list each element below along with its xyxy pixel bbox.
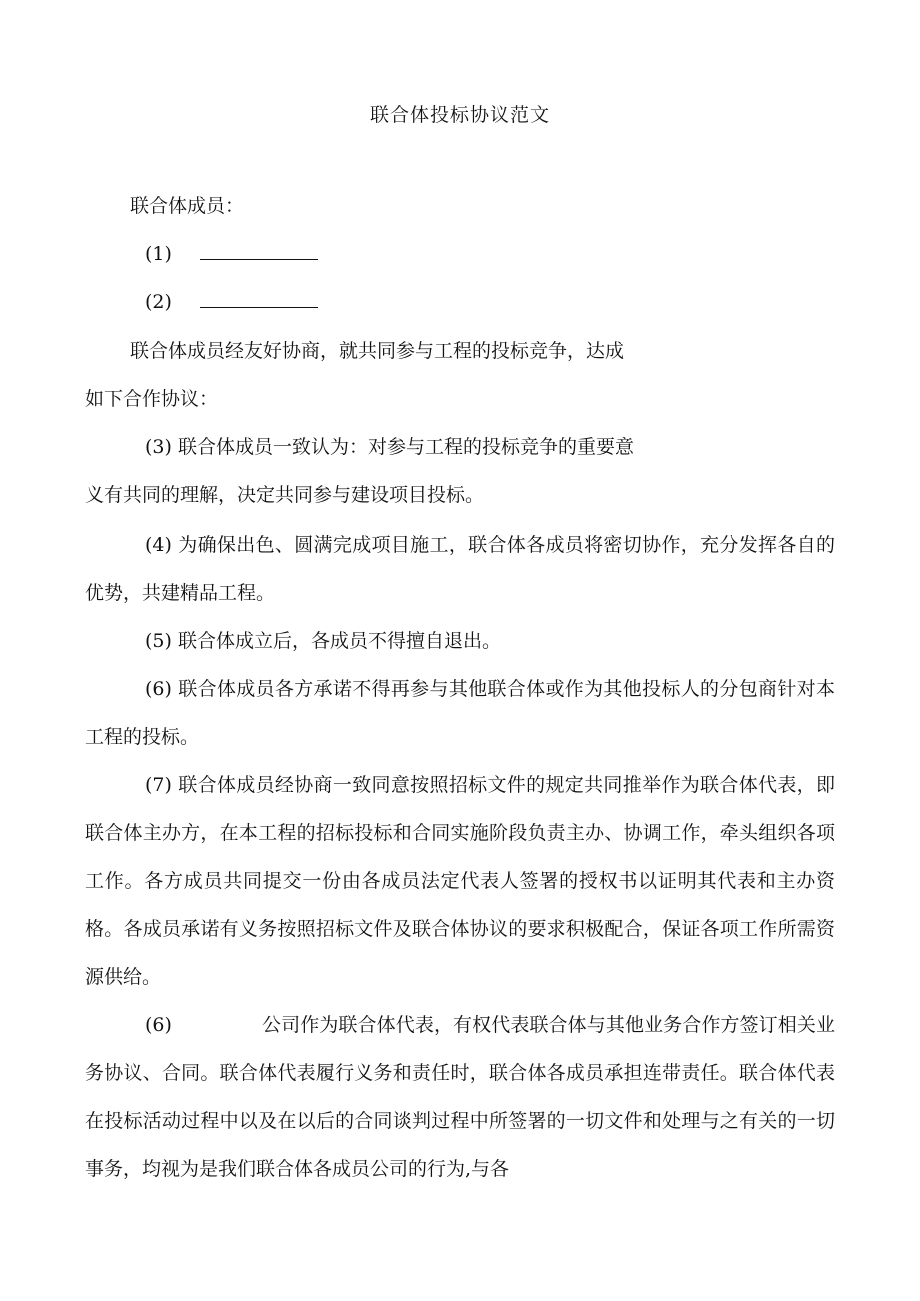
clause-6a: (6) 联合体成员各方承诺不得再参与其他联合体或作为其他投标人的分包商针对本工程的投标。	[85, 678, 835, 748]
members-label: 联合体成员：	[130, 195, 245, 217]
clause-3-line-1: (3) 联合体成员一致认为：对参与工程的投标竞争的重要意	[145, 436, 634, 458]
member-item-2	[145, 289, 318, 315]
member-item-2-number: (2)	[145, 291, 172, 313]
clause-6b	[85, 1001, 835, 1193]
member-item-1-number: (1)	[145, 243, 172, 265]
intro-line-1: 联合体成员经友好协商，就共同参与工程的投标竞争，达成	[130, 340, 625, 362]
member-item-1-blank	[200, 243, 318, 260]
clause-5: (5) 联合体成立后，各成员不得擅自退出。	[145, 630, 501, 652]
clause-6b-number: (6)	[145, 1014, 172, 1036]
clause-4: (4) 为确保出色、圆满完成项目施工，联合体各成员将密切协作，充分发挥各自的优势，共建精品工程。	[85, 534, 835, 604]
intro-line-2: 如下合作协议：	[85, 388, 219, 410]
clause-6b-text: 公司作为联合体代表，有权代表联合体与其他业务合作方签订相关业务协议、合同。联合体代表履行义务和责任时，联合体各成员承担连带责任。联合体代表在投标活动过程中以及在以后的合同谈判过程中所签署的一切文件和处理与之有关的一切事务，均视为是我们联合体各成员公司的行为,与各	[85, 1014, 835, 1180]
member-item-1	[145, 241, 318, 267]
clause-3-line-2: 义有共同的理解，决定共同参与建设项目投标。	[85, 484, 485, 506]
clause-7: (7) 联合体成员经协商一致同意按照招标文件的规定共同推举作为联合体代表，即联合体主办方，在本工程的招标投标和合同实施阶段负责主办、协调工作，牵头组织各项工作。各方成员共同提交一份由各成员法定代表人签署的授权书以证明其代表和主办资格。各成员承诺有义务按照招标文件及联合体协议的要求积极配合，保证各项工作所需资源供给。	[85, 774, 835, 988]
document-title: 联合体投标协议范文	[369, 104, 550, 126]
member-item-2-blank	[200, 291, 318, 308]
